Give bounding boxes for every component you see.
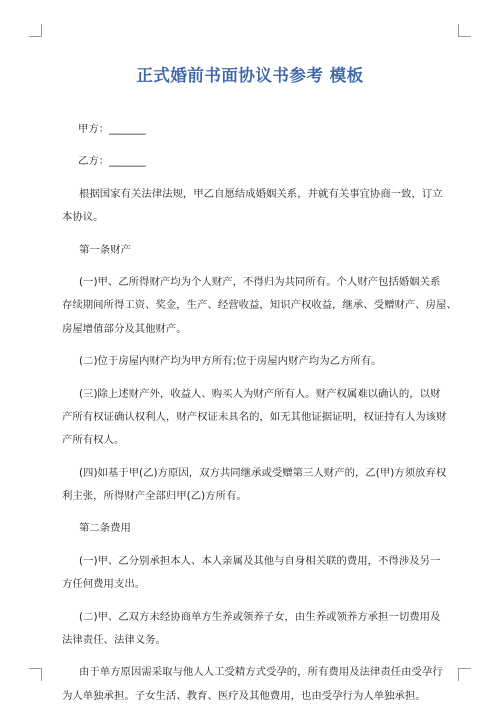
- body-line: (一)甲、乙分别承担本人、本人亲属及其他与自身相关联的费用，不得涉及另一: [79, 554, 441, 567]
- body-line: 房屋增值部分及其他财产。: [62, 322, 187, 335]
- body-line: 法律责任、法律义务。: [62, 634, 166, 647]
- document-body: [62, 118, 457, 708]
- body-line: 根据国家有关法律法规，甲乙自愿结成婚姻关系，并就有关事宜协商一致，订立: [79, 187, 443, 200]
- body-line: 为人单独承担。子女生活、教育、医疗及其他费用，也由受孕行为人单独承担。: [62, 689, 426, 702]
- body-line: (二)甲、乙双方未经协商单方生养或领养子女，由生养或领养方承担一切费用及: [79, 610, 441, 623]
- body-line: 产所有权证确认权利人，财产权证未具名的，如无其他证据证明，权证持有人为该财: [62, 410, 447, 423]
- crop-mark-top-left: [29, 24, 42, 37]
- crop-mark-bottom-left: [29, 668, 42, 681]
- section-heading: 第一条财产: [79, 243, 131, 256]
- document-title: 正式婚前书面协议书参考 模板: [136, 66, 364, 85]
- body-line: (四)如基于甲(乙)方原因，双方共同继承或受赠第三人财产的，乙(甲)方须放弃权: [79, 466, 447, 479]
- party-a-field: 甲方：_______: [78, 123, 146, 135]
- body-line: (一)甲、乙所得财产均为个人财产，不得归为共同所有。个人财产包括婚姻关系: [79, 275, 441, 288]
- crop-mark-bottom-right: [458, 668, 471, 681]
- section-heading: 第二条费用: [79, 522, 131, 535]
- body-line: 利主张，所得财产全部归甲(乙)方所有。: [62, 490, 247, 503]
- body-line: 存续期间所得工资、奖金，生产、经营收益，知识产权收益，继承、受赠财产、房屋、: [62, 299, 457, 312]
- body-line: 方任何费用支出。: [62, 578, 146, 591]
- party-b-field: 乙方：_______: [78, 155, 146, 168]
- body-line: 由于单方原因需采取与他人人工受精方式受孕的，所有费用及法律责任由受孕行: [79, 666, 443, 679]
- body-line: (二)位于房屋内财产均为甲方所有;位于房屋内财产均为乙方所有。: [79, 355, 382, 368]
- body-line: (三)除上述财产外，收益人、购买人为财产所有人。财产权属难以确认的，以财: [79, 387, 441, 400]
- body-line: 本协议。: [62, 211, 104, 224]
- body-line: 产所有权人。: [62, 434, 125, 447]
- crop-mark-top-right: [458, 24, 471, 37]
